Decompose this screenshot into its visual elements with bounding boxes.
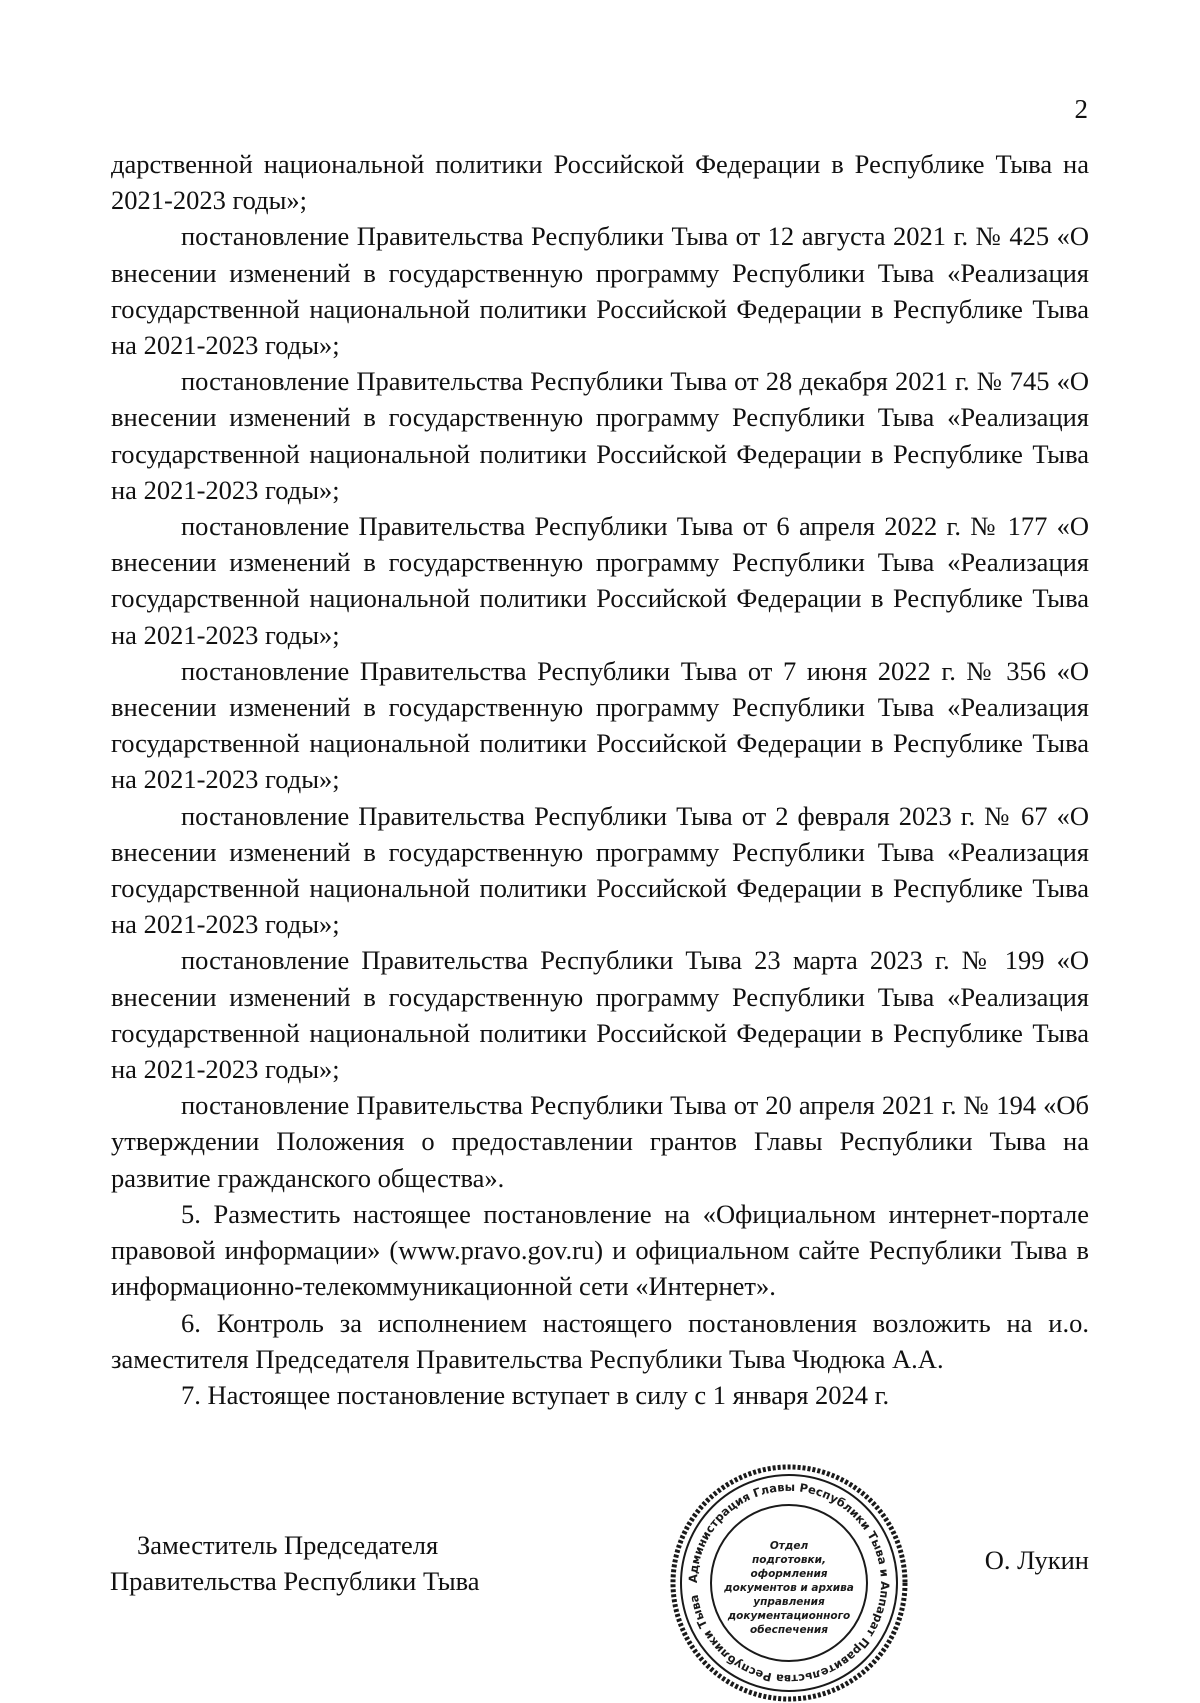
paragraph: постановление Правительства Республики Тыва от 7 июня 2022 г. № 356 «О внесении изменений в государственную программу Республики Тыва «Реализация государственной национальной политики Российской Федерации в Республике Тыва на 2021-2023 годы»;	[111, 655, 1089, 795]
paragraph: постановление Правительства Республики Тыва от 28 декабря 2021 г. № 745 «О внесении изменений в государственную программу Республики Тыва «Реализация государственной национальной политики Российской Федерации в Республике Тыва на 2021-2023 годы»;	[111, 366, 1089, 505]
stamp-inner-line: Отдел	[769, 1540, 809, 1552]
paragraph: постановление Правительства Республики Тыва от 6 апреля 2022 г. № 177 «О внесении изменений в государственную программу Республики Тыва «Реализация государственной национальной политики Российской Федерации в Республике Тыва на 2021-2023 годы»;	[111, 511, 1089, 650]
signatory-title-line1: Заместитель Председателя	[137, 1530, 439, 1560]
paragraph: постановление Правительства Республики Тыва 23 марта 2023 г. № 199 «О внесении изменений в государственную программу Республики Тыва «Реализация государственной национальной политики Российской Федерации в Республике Тыва на 2021-2023 годы»;	[111, 945, 1089, 1085]
page-number: 2	[1074, 94, 1088, 124]
paragraph: дарственной национальной политики Российской Федерации в Республике Тыва на 2021-2023 годы»;	[111, 149, 1089, 216]
stamp-inner-line: оформления	[750, 1568, 828, 1580]
paragraph: постановление Правительства Республики Тыва от 12 августа 2021 г. № 425 «О внесении изменений в государственную программу Республики Тыва «Реализация государственной национальной политики Российской Федерации в Республике Тыва на 2021-2023 годы»;	[111, 221, 1089, 361]
stamp-outer-text: Администрация Главы Республики Тыва и Аппарат Правительства Республики Тыва	[685, 1479, 893, 1687]
stamp-inner-line: обеспечения	[750, 1624, 828, 1636]
paragraph: 5. Разместить настоящее постановление на «Официальном интернет-портале правовой информации» (www.pravo.gov.ru) и официальном сайте Республики Тыва в информационно-телекоммуникационной сети «Интернет».	[111, 1198, 1089, 1302]
signatory-title-line2: Правительства Республики Тыва	[110, 1566, 480, 1596]
signatory-name: О. Лукин	[984, 1545, 1089, 1575]
paragraph: постановление Правительства Республики Тыва от 2 февраля 2023 г. № 67 «О внесении изменений в государственную программу Республики Тыва «Реализация государственной национальной политики Российской Федерации в Республике Тыва на 2021-2023 годы»;	[111, 800, 1089, 940]
paragraph: 7. Настоящее постановление вступает в силу с 1 января 2024 г.	[181, 1379, 890, 1410]
signatory-title	[110, 1527, 480, 1599]
stamp-inner-line: документационного	[727, 1610, 851, 1622]
paragraph: 6. Контроль за исполнением настоящего постановления возложить на и.о. заместителя Председателя Правительства Республики Тыва Чюдюка А.А.	[111, 1307, 1089, 1374]
stamp-inner-line: управления	[753, 1596, 825, 1608]
stamp-inner-line: подготовки,	[751, 1554, 827, 1566]
stamp-seal	[669, 1463, 909, 1703]
official-stamp	[669, 1463, 909, 1703]
paragraph: постановление Правительства Республики Тыва от 20 апреля 2021 г. № 194 «Об утверждении Положения о предоставлении грантов Главы Республики Тыва на развитие гражданского общества».	[111, 1090, 1089, 1193]
document-body	[111, 146, 1089, 1413]
stamp-inner-line: документов и архива	[724, 1582, 854, 1594]
